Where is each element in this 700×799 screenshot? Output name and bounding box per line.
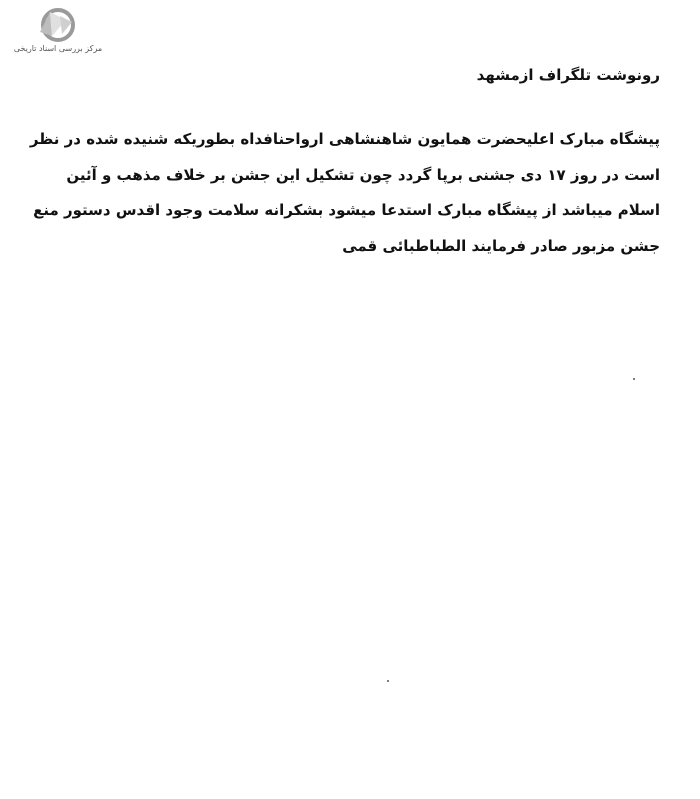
document-body bbox=[30, 122, 660, 264]
archive-logo bbox=[8, 6, 108, 56]
document-line-1: پیشگاه مبارک اعلیحضرت همایون شاهنشاهی ارواحنافداه بطوریکه شنیده شده در نظر bbox=[29, 130, 660, 148]
scan-speck bbox=[387, 680, 389, 682]
archive-logo-icon bbox=[36, 6, 78, 46]
document-line-3: اسلام میباشد از پیشگاه مبارک استدعا میشود بشکرانه سلامت وجود اقدس دستور منع bbox=[33, 201, 660, 219]
scan-speck bbox=[633, 378, 635, 380]
document-line-4: جشن مزبور صادر فرمایند الطباطبائی قمی bbox=[342, 236, 660, 255]
archive-logo-text: مرکز بررسی اسناد تاریخی bbox=[13, 44, 103, 53]
document-line-2: است در روز ۱۷ دی جشنی برپا گردد چون تشکیل این جشن بر خلاف مذهب و آئین bbox=[66, 165, 660, 184]
document-title: رونوشت تلگراف ازمشهد bbox=[476, 66, 660, 84]
